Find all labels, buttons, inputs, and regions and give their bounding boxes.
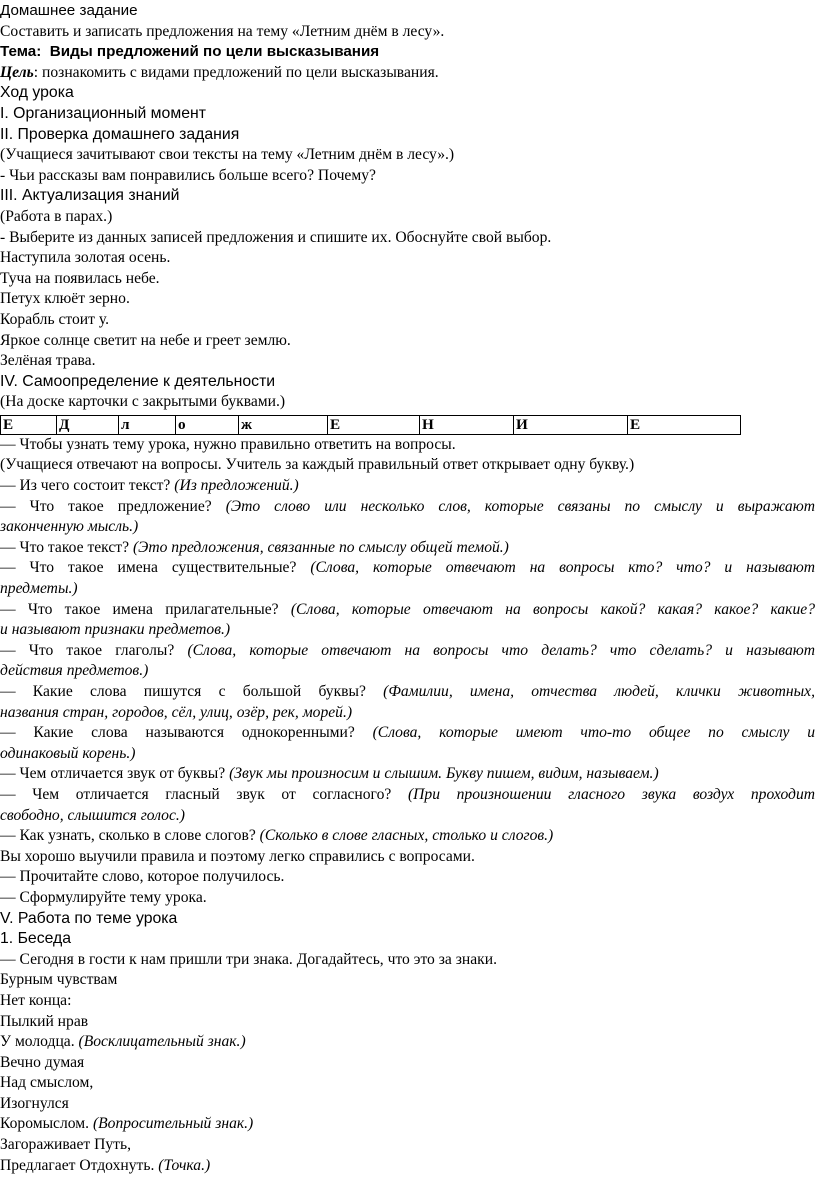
goal-label: Цель bbox=[0, 63, 34, 81]
answer-text: (Фамилии, имена, отчества людей, клички животных, bbox=[383, 683, 815, 700]
question-text: — Из чего состоит текст? bbox=[0, 477, 175, 495]
section-2-line-1: (Учащиеся зачитывают свои тексты на тему «Летним днём в лесу».) bbox=[0, 146, 455, 164]
qa-item bbox=[0, 600, 815, 641]
answer-continuation: законченную мысль.) bbox=[0, 518, 139, 536]
section-2-line-2: - Чьи рассказы вам понравились больше всего? Почему? bbox=[0, 166, 376, 184]
question-text: — Чем отличается гласный звук от согласного? bbox=[0, 785, 408, 803]
answer-text: (Сколько в слове гласных, столько и слогов.) bbox=[259, 827, 554, 845]
qa-first-line bbox=[0, 497, 815, 518]
answer-text: (Слова, которые отвечают на вопросы какой? какая? какое? какие? bbox=[290, 600, 815, 618]
sentence-item: Корабль стоит у. bbox=[0, 310, 109, 328]
riddle-text: Вечно думая bbox=[0, 1053, 85, 1071]
lesson-goal bbox=[0, 63, 816, 84]
answer-text: (Это предложения, связанные по смыслу общей темой.) bbox=[132, 538, 509, 556]
answer-continuation: предметы.) bbox=[0, 580, 78, 598]
riddle-line bbox=[0, 1073, 816, 1094]
answer-continuation: действия предметов.) bbox=[0, 662, 149, 680]
riddle-line bbox=[0, 1032, 816, 1053]
qa-item bbox=[0, 682, 815, 723]
homework-text: Составить и записать предложения на тему «Летним днём в лесу». bbox=[0, 22, 445, 40]
section-2-heading: II. Проверка домашнего задания bbox=[0, 125, 240, 143]
section-4-line-1: (На доске карточки с закрытыми буквами.) bbox=[0, 393, 286, 411]
questions-intro: — Чтобы узнать тему урока, нужно правильно ответить на вопросы. bbox=[0, 435, 456, 453]
theme-text: Виды предложений по цели высказывания bbox=[49, 43, 380, 61]
question-text: — Что такое имена прилагательные? bbox=[0, 600, 291, 618]
answer-continuation: и называют признаки предметов.) bbox=[0, 621, 231, 639]
answer-continuation: названия стран, городов, сёл, улиц, озёр, рек, морей.) bbox=[0, 703, 353, 721]
questions-note: (Учащиеся отвечают на вопросы. Учитель за каждый правильный ответ открывает одну букву.) bbox=[0, 456, 635, 474]
guests-prompt: — Сегодня в гости к нам пришли три знака. Догадайтесь, что это за знаки. bbox=[0, 950, 497, 968]
section-3-line-1: (Работа в парах.) bbox=[0, 207, 113, 225]
letter-cards-table bbox=[0, 415, 741, 435]
riddle-text: Изогнулся bbox=[0, 1094, 69, 1112]
section-5-heading: V. Работа по теме урока bbox=[0, 909, 178, 927]
after-questions-text: Вы хорошо выучили правила и поэтому легко справились с вопросами. bbox=[0, 847, 475, 865]
lesson-theme bbox=[0, 42, 816, 63]
section-3-line-2: - Выберите из данных записей предложения и спишите их. Обоснуйте свой выбор. bbox=[0, 228, 552, 246]
subsection-1-heading: 1. Беседа bbox=[0, 930, 72, 948]
riddle-line bbox=[0, 1135, 816, 1156]
qa-item bbox=[0, 476, 816, 497]
riddle-line bbox=[0, 1094, 816, 1115]
question-text: — Какие слова пишутся с большой буквы? bbox=[0, 683, 384, 700]
riddle-text: Нет конца: bbox=[0, 991, 72, 1009]
qa-item bbox=[0, 764, 816, 785]
qa-first-line bbox=[0, 682, 815, 703]
answer-text: (Слова, которые имеют что-то общее по смыслу и bbox=[372, 724, 815, 742]
qa-first-line bbox=[0, 641, 815, 662]
qa-item bbox=[0, 641, 815, 682]
letter-card: Е bbox=[328, 415, 420, 434]
answer-text: (Из предложений.) bbox=[174, 477, 299, 495]
riddle-line bbox=[0, 991, 816, 1012]
question-text: — Что такое предложение? bbox=[0, 497, 226, 515]
document-page bbox=[0, 1, 816, 1176]
riddle-text: Коромыслом. bbox=[0, 1115, 93, 1133]
sentence-item: Туча на появилась небе. bbox=[0, 269, 160, 287]
qa-item bbox=[0, 826, 816, 847]
answer-text: (Звук мы произносим и слышим. Букву пишем, видим, называем.) bbox=[229, 765, 659, 783]
question-text: — Что такое имена существительные? bbox=[0, 559, 311, 577]
letter-card: Е bbox=[628, 415, 741, 434]
read-word-prompt: — Прочитайте слово, которое получилось. bbox=[0, 868, 285, 886]
riddle-line bbox=[0, 1012, 816, 1033]
qa-first-line bbox=[0, 785, 815, 806]
letter-cards-row bbox=[1, 415, 741, 434]
qa-item bbox=[0, 723, 815, 764]
letter-card: ж bbox=[239, 415, 328, 434]
sentence-item: Яркое солнце светит на небе и греет землю. bbox=[0, 331, 291, 349]
riddle-line bbox=[0, 1053, 816, 1074]
riddle-text: Загораживает Путь, bbox=[0, 1136, 131, 1154]
riddle-text: Пылкий нрав bbox=[0, 1012, 89, 1030]
answer-continuation: свободно, слышится голос.) bbox=[0, 806, 185, 824]
question-text: — Что такое текст? bbox=[0, 538, 133, 556]
riddle-line bbox=[0, 1156, 816, 1177]
letter-card: л bbox=[119, 415, 176, 434]
question-text: — Чем отличается звук от буквы? bbox=[0, 765, 230, 783]
qa-first-line bbox=[0, 723, 815, 744]
answer-text: (При произношении гласного звука воздух проходит bbox=[407, 785, 815, 803]
sentence-item: Зелёная трава. bbox=[0, 352, 96, 370]
qa-first-line bbox=[0, 600, 815, 621]
qa-item bbox=[0, 558, 815, 599]
question-text: — Что такое глаголы? bbox=[0, 641, 188, 659]
riddle-text: Над смыслом, bbox=[0, 1074, 94, 1092]
sentence-item: Наступила золотая осень. bbox=[0, 249, 171, 267]
riddle-text: Бурным чувствам bbox=[0, 971, 118, 989]
riddle-line bbox=[0, 970, 816, 991]
riddle-answer: (Восклицательный знак.) bbox=[78, 1033, 246, 1051]
letter-card: Н bbox=[420, 415, 514, 434]
answer-text: (Слова, которые отвечают на вопросы кто? что? и называют bbox=[310, 559, 815, 577]
letter-card: Е bbox=[1, 415, 57, 434]
answer-text: (Слова, которые отвечают на вопросы что делать? что сделать? и называют bbox=[187, 641, 815, 659]
riddle-text: Предлагает Отдохнуть. bbox=[0, 1156, 159, 1174]
question-text: — Как узнать, сколько в слове слогов? bbox=[0, 827, 260, 845]
riddle-answer: (Точка.) bbox=[158, 1156, 211, 1174]
question-text: — Какие слова называются однокоренными? bbox=[0, 724, 373, 742]
letter-card: И bbox=[514, 415, 628, 434]
section-4-heading: IV. Самоопределение к деятельности bbox=[0, 372, 276, 390]
answer-continuation: одинаковый корень.) bbox=[0, 744, 136, 762]
homework-title: Домашнее задание bbox=[0, 2, 138, 19]
goal-text: : познакомить с видами предложений по цели высказывания. bbox=[33, 63, 439, 81]
riddle-line bbox=[0, 1114, 816, 1135]
letter-card: Д bbox=[57, 415, 119, 434]
riddle-answer: (Вопросительный знак.) bbox=[92, 1115, 254, 1133]
riddle-text: У молодца. bbox=[0, 1033, 79, 1051]
section-1-heading: I. Организационный момент bbox=[0, 104, 206, 122]
answer-text: (Это слово или несколько слов, которые связаны по смыслу и выражают bbox=[225, 497, 815, 515]
sentence-item: Петух клюёт зерно. bbox=[0, 290, 130, 308]
theme-label: Тема: bbox=[0, 43, 42, 61]
letter-card: о bbox=[176, 415, 239, 434]
qa-item bbox=[0, 538, 816, 559]
qa-first-line bbox=[0, 558, 815, 579]
section-3-heading: III. Актуализация знаний bbox=[0, 187, 180, 205]
qa-item bbox=[0, 785, 815, 826]
qa-item bbox=[0, 497, 815, 538]
formulate-theme-prompt: — Сформулируйте тему урока. bbox=[0, 888, 207, 906]
lesson-progress-title: Ход урока bbox=[0, 84, 74, 102]
